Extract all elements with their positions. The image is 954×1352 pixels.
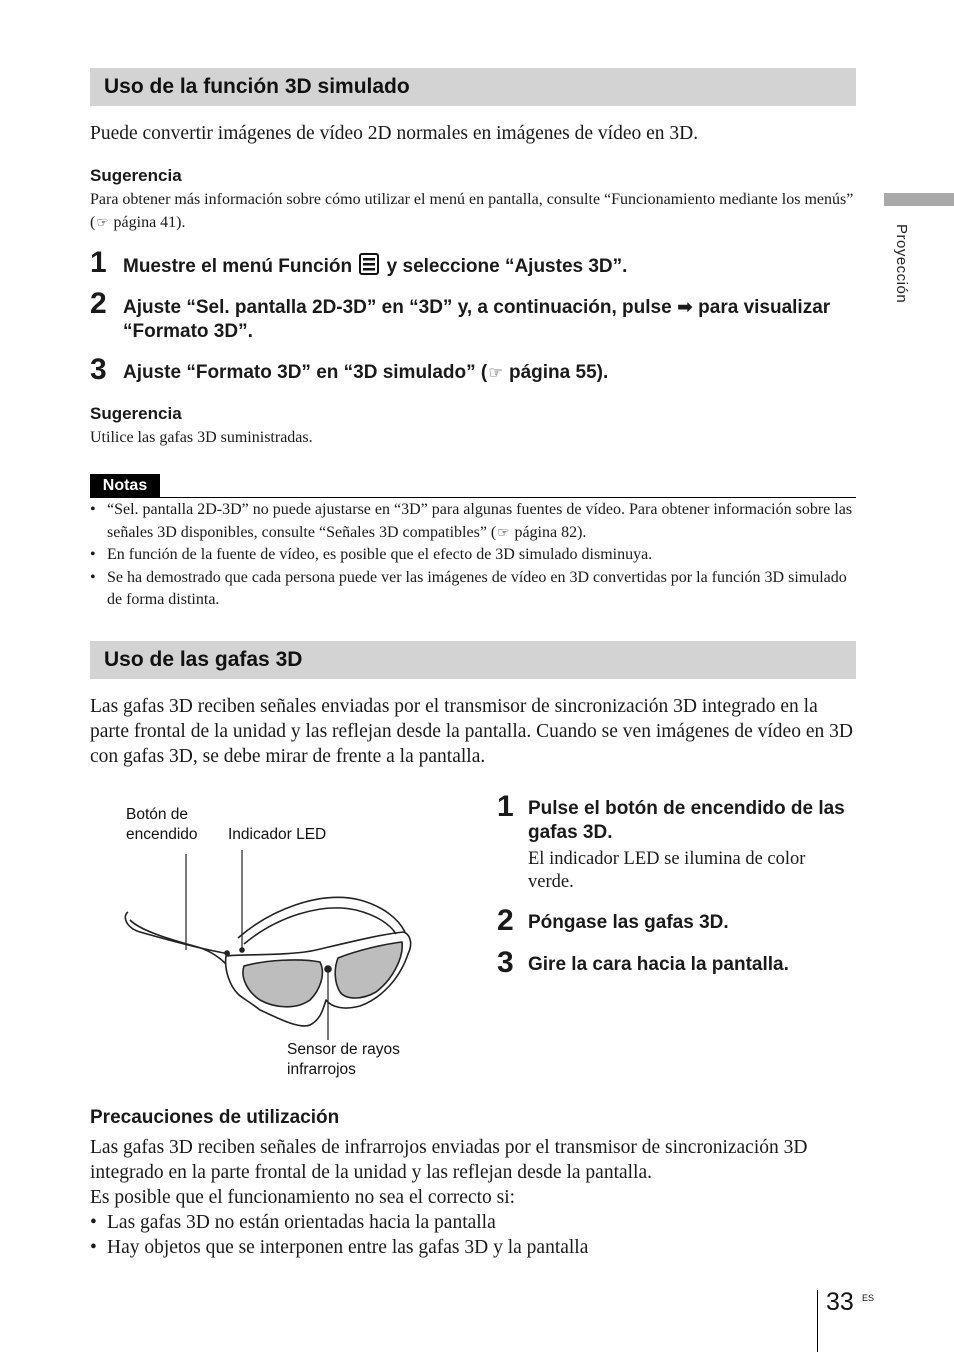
- precautions-heading: Precauciones de utilización: [90, 1107, 340, 1128]
- note-item: • En función de la fuente de vídeo, es posible que el efecto de 3D simulado disminuya.: [90, 544, 860, 567]
- step3-text: Ajuste “Formato 3D” en “3D simulado” (☞ página 55).: [123, 362, 609, 383]
- hand-pointer-icon: ☞: [96, 214, 109, 231]
- step1-text: Muestre el menú Función y seleccione “Ajustes 3D”.: [123, 253, 853, 282]
- hand-pointer-icon: ☞: [497, 524, 510, 541]
- precautions-text1: Las gafas 3D reciben señales de infrarrojos enviadas por el transmisor de sincronización 3D integrado en la parte frontal de la unidad y las reflejan desde la pantalla.: [90, 1137, 808, 1183]
- section2-intro: Las gafas 3D reciben señales enviadas por el transmisor de sincronización 3D integrado en la parte frontal de la unidad y las reflejan desde la pantalla. Cuando se ven imágenes de vídeo en 3D con gafas 3D, se debe mirar de frente a la pantalla.: [90, 696, 853, 767]
- note-item: • “Sel. pantalla 2D-3D” no puede ajustarse en “3D” para algunas fuentes de vídeo. Para obtener información sobre las señales 3D disponibles, consulte “Señales 3D compatibles” (☞ página 82).: [90, 499, 860, 544]
- glasses-step1-number: 1: [497, 790, 514, 823]
- precautions-text2: Es posible que el funcionamiento no sea el correcto si:: [90, 1187, 516, 1208]
- step2-number: 2: [90, 287, 107, 320]
- precaution-item: • Hay objetos que se interponen entre las gafas 3D y la pantalla: [90, 1235, 856, 1260]
- step2-text: Ajuste “Sel. pantalla 2D-3D” en “3D” y, a continuación, pulse ➡ para visualizar “Formato 3D”.: [123, 296, 831, 342]
- label-ir-sensor: Sensor de rayos infrarrojos: [287, 1041, 400, 1078]
- glasses-step3-text: Gire la cara hacia la pantalla.: [528, 954, 789, 975]
- page-language: ES: [862, 1293, 875, 1303]
- note-item: • Se ha demostrado que cada persona puede ver las imágenes de vídeo en 3D convertidas por la función 3D simulado de forma distinta.: [90, 567, 860, 612]
- section-title-3d-glasses: Uso de las gafas 3D: [90, 641, 856, 679]
- precaution-item: • Las gafas 3D no están orientadas hacia la pantalla: [90, 1210, 856, 1235]
- glasses-step2-number: 2: [497, 904, 514, 937]
- tip1-heading: Sugerencia: [90, 166, 182, 185]
- chapter-tab: [884, 193, 954, 206]
- tip2-text: Utilice las gafas 3D suministradas.: [90, 429, 313, 446]
- tip1-text: Para obtener más información sobre cómo utilizar el menú en pantalla, consulte “Funcionamiento mediante los menús” (☞ página 41).: [90, 189, 856, 234]
- right-arrow-icon: ➡: [676, 296, 693, 318]
- hand-pointer-icon: ☞: [488, 363, 503, 382]
- precautions-list: [90, 1210, 856, 1260]
- label-led-indicator: Indicador LED: [228, 826, 327, 843]
- step1-number: 1: [90, 246, 107, 279]
- notes-list: [90, 499, 860, 612]
- glasses-step1-text: Pulse el botón de encendido de las gafas 3D.: [528, 798, 845, 843]
- glasses-step1-sub: El indicador LED se ilumina de color verde.: [528, 849, 806, 892]
- glasses-step2-text: Póngase las gafas 3D.: [528, 912, 729, 933]
- function-menu-icon: [359, 253, 379, 282]
- notes-label: Notas: [90, 474, 160, 498]
- notes-divider: [90, 497, 856, 498]
- glasses-step3-number: 3: [497, 946, 514, 979]
- step3-number: 3: [90, 353, 107, 386]
- section1-intro: Puede convertir imágenes de vídeo 2D normales en imágenes de vídeo en 3D.: [90, 123, 699, 144]
- page-number-divider: [817, 1290, 818, 1352]
- page-number: 33: [826, 1288, 854, 1316]
- label-power-button: Botón de encendido: [126, 806, 198, 843]
- tip2-heading: Sugerencia: [90, 404, 182, 423]
- section-title-3d-simulated: Uso de la función 3D simulado: [90, 68, 856, 106]
- chapter-label: Proyección: [893, 224, 910, 304]
- 3d-glasses-illustration: [120, 850, 420, 1040]
